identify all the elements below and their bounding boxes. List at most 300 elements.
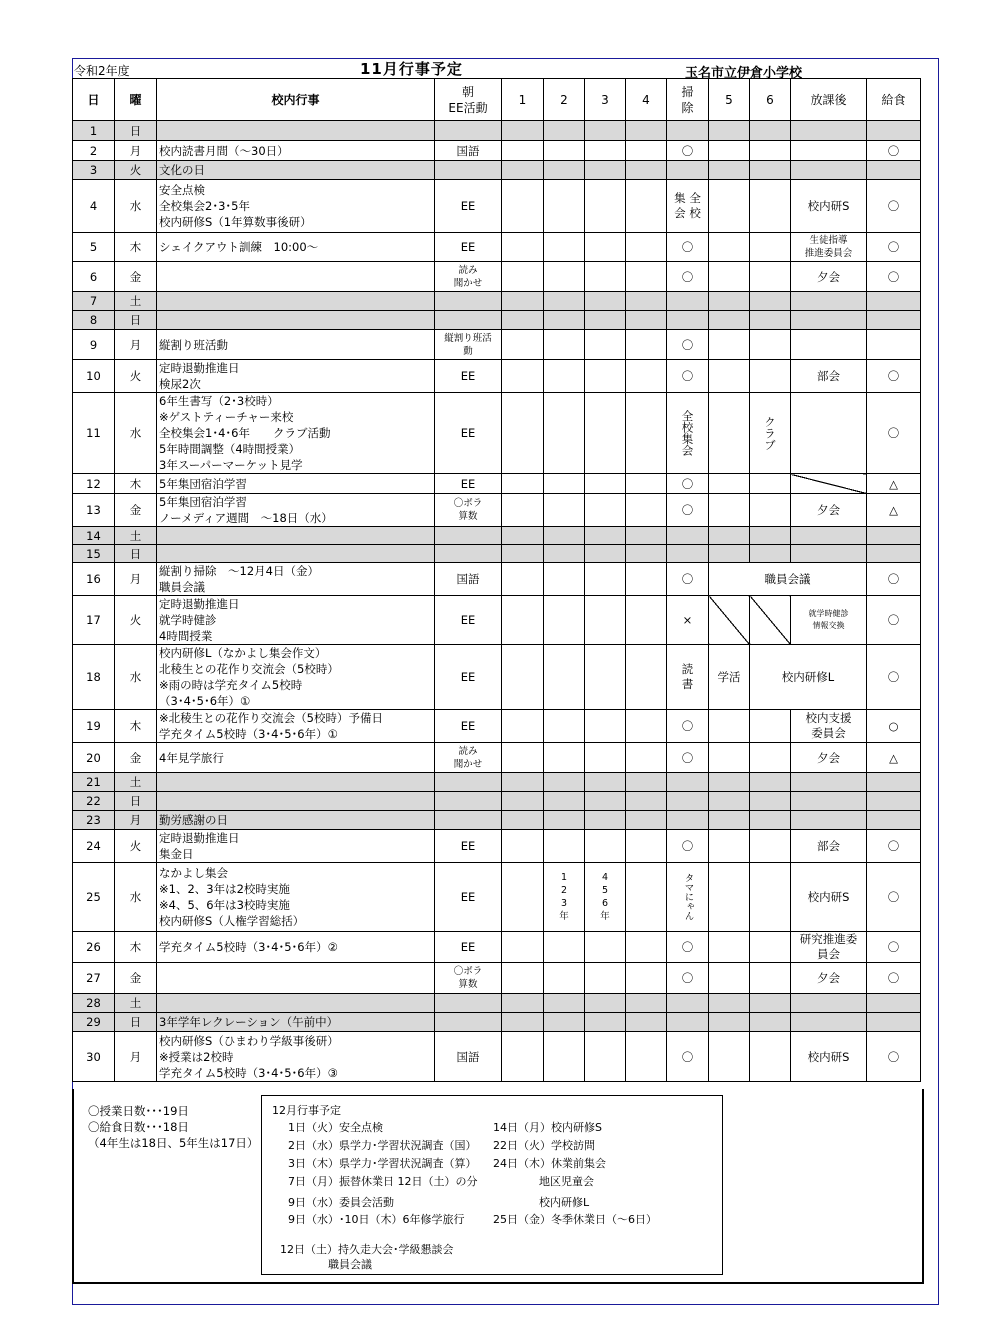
lunch-cell: 〇	[867, 141, 921, 161]
col-morning: 朝 EE活動	[435, 79, 502, 121]
period-5-cell	[709, 863, 750, 932]
period-4-cell	[626, 141, 667, 161]
morning-activity-cell: EE	[435, 710, 502, 743]
period-5-cell	[709, 233, 750, 262]
cleaning-cell: 〇	[667, 141, 709, 161]
dec-left-item: 7日（月）振替休業日 12日（土）の分	[288, 1175, 478, 1188]
period-4-cell	[626, 180, 667, 233]
period-2-cell	[544, 474, 585, 494]
dec-left-item: 9日（水）委員会活動	[288, 1196, 394, 1209]
cleaning-cell: 〇	[667, 710, 709, 743]
table-row	[73, 994, 921, 1013]
period-text-line: 6	[601, 898, 609, 909]
period-4-cell	[626, 963, 667, 994]
cleaning-cell: 〇	[667, 830, 709, 863]
period-3-cell	[585, 474, 626, 494]
period-5-cell	[709, 596, 750, 645]
weekday-cell: 木	[115, 233, 157, 262]
event-line: 3年学年レクレーション（午前中）	[159, 1015, 339, 1029]
cleaning-cell	[667, 393, 709, 474]
event-line: 北稜生との花作り交流会（5校時）	[159, 662, 339, 676]
day-number-cell: 1	[73, 121, 115, 141]
events-cell	[157, 330, 435, 360]
table-row	[73, 474, 921, 494]
after-school-cell: 夕会	[791, 963, 867, 994]
events-cell	[157, 863, 435, 932]
day-number-cell: 30	[73, 1032, 115, 1082]
period-2-cell	[544, 743, 585, 773]
holiday-slash-cell	[709, 161, 750, 180]
table-row	[73, 141, 921, 161]
table-row	[73, 563, 921, 596]
period-5-cell	[709, 330, 750, 360]
holiday-slash-cell	[626, 811, 667, 830]
period-1-cell	[502, 233, 544, 262]
cleaning-cell: 〇	[667, 262, 709, 292]
holiday-slash-cell	[791, 121, 867, 141]
period-4-cell	[626, 360, 667, 393]
dec-right-item: 地区児童会	[539, 1175, 594, 1188]
event-line: 4時間授業	[159, 629, 213, 643]
holiday-slash-cell	[544, 811, 585, 830]
event-line: 5年時間調整（4時間授業）	[159, 442, 301, 456]
cleaning-cell: 〇	[667, 474, 709, 494]
period-4-cell	[626, 863, 667, 932]
event-line: ノーメディア週間 ～18日（水）	[159, 511, 333, 525]
morning-activity-cell: EE	[435, 180, 502, 233]
lunch-cell: △	[867, 474, 921, 494]
period-2-cell	[544, 180, 585, 233]
period-1-cell	[502, 963, 544, 994]
period-6-cell	[750, 180, 791, 233]
period-2-cell	[544, 710, 585, 743]
table-row	[73, 393, 921, 474]
event-line: ※雨の時は学充タイム5校時	[159, 678, 303, 692]
after-school-cell: 校内研S	[791, 180, 867, 233]
period-4-cell	[626, 262, 667, 292]
period-6-cell	[750, 830, 791, 863]
events-cell	[157, 773, 435, 792]
period-2-cell	[544, 141, 585, 161]
weekday-cell: 火	[115, 360, 157, 393]
weekday-cell: 日	[115, 792, 157, 811]
lunch-cell: ○	[867, 710, 921, 743]
period-2-cell	[544, 1032, 585, 1082]
period-3-cell	[585, 743, 626, 773]
period-6-cell	[750, 393, 791, 474]
events-cell	[157, 545, 435, 563]
class-days: 〇授業日数･･･19日	[88, 1104, 189, 1118]
period-1-cell	[502, 645, 544, 710]
event-line: 全校集会2･3･5年	[159, 199, 250, 213]
event-line: 縦割り掃除 ～12月4日（金）	[159, 564, 319, 578]
holiday-slash-cell	[502, 292, 544, 311]
period-4-cell	[626, 743, 667, 773]
holiday-slash-cell	[435, 545, 502, 563]
col-events: 校内行事	[157, 79, 435, 121]
period-4-cell	[626, 330, 667, 360]
period-5-cell	[709, 830, 750, 863]
schedule-table	[72, 78, 921, 1082]
holiday-slash-cell	[709, 792, 750, 811]
period-6-cell	[750, 932, 791, 963]
period-3-cell	[585, 330, 626, 360]
lunch-cell: 〇	[867, 360, 921, 393]
holiday-slash-cell	[750, 773, 791, 792]
table-row	[73, 1032, 921, 1082]
table-row	[73, 233, 921, 262]
morning-activity-line: 縦割り班活	[444, 332, 492, 344]
holiday-slash-cell	[435, 161, 502, 180]
holiday-slash-cell	[791, 311, 867, 330]
holiday-slash-cell	[585, 292, 626, 311]
period-2-cell	[544, 863, 585, 932]
holiday-slash-cell	[709, 994, 750, 1013]
day-number-cell: 9	[73, 330, 115, 360]
col-period-3: 3	[585, 79, 626, 121]
holiday-slash-cell	[435, 292, 502, 311]
period-2-cell	[544, 360, 585, 393]
after-school-line: 就学時健診	[808, 609, 849, 618]
morning-activity-cell: EE	[435, 863, 502, 932]
holiday-slash-cell	[435, 527, 502, 545]
period-4-cell	[626, 710, 667, 743]
day-number-cell: 16	[73, 563, 115, 596]
cleaning-cell	[667, 645, 709, 710]
holiday-slash-cell	[544, 545, 585, 563]
holiday-slash-cell	[626, 1013, 667, 1032]
period-text-line: 5	[601, 885, 609, 896]
holiday-slash-cell	[502, 811, 544, 830]
morning-activity-line: 〇ボラ	[453, 966, 483, 977]
holiday-slash-cell	[502, 121, 544, 141]
event-line: 定時退勤推進日	[159, 831, 240, 845]
holiday-slash-cell	[502, 545, 544, 563]
period-5-cell	[709, 743, 750, 773]
weekday-cell: 土	[115, 773, 157, 792]
events-cell	[157, 311, 435, 330]
period-4-cell	[626, 474, 667, 494]
lunch-cell: 〇	[867, 963, 921, 994]
period-3-cell	[585, 141, 626, 161]
holiday-slash-cell	[585, 1013, 626, 1032]
dec-right-item: 校内研修L	[539, 1196, 590, 1209]
table-row	[73, 494, 921, 527]
holiday-slash-cell	[867, 994, 921, 1013]
weekday-cell: 月	[115, 330, 157, 360]
event-line: 校内研修L（なかよし集会作文）	[159, 646, 327, 660]
period-4-cell	[626, 1032, 667, 1082]
day-summary	[88, 1103, 258, 1151]
period-6-cell	[750, 262, 791, 292]
period-1-cell	[502, 1032, 544, 1082]
day-number-cell: 25	[73, 863, 115, 932]
holiday-slash-cell	[585, 545, 626, 563]
day-number-cell: 11	[73, 393, 115, 474]
morning-activity-cell: EE	[435, 393, 502, 474]
holiday-slash-cell	[502, 161, 544, 180]
holiday-slash-cell	[667, 527, 709, 545]
event-line: 検尿2次	[159, 377, 201, 391]
period-3-cell	[585, 494, 626, 527]
day-number-cell: 20	[73, 743, 115, 773]
day-number-cell: 14	[73, 527, 115, 545]
december-schedule-box	[261, 1095, 723, 1275]
after-school-cell: 部会	[791, 360, 867, 393]
period-4-cell	[626, 563, 667, 596]
event-line: 5年集団宿泊学習	[159, 476, 247, 491]
morning-activity-cell: EE	[435, 474, 502, 494]
dec-right-item: 24日（木）休業前集会	[493, 1157, 606, 1170]
holiday-slash-cell	[667, 161, 709, 180]
holiday-slash-cell	[585, 792, 626, 811]
dec-left-item: 2日（水）県学力･学習状況調査（国）	[288, 1139, 477, 1152]
period-5-cell	[709, 710, 750, 743]
holiday-slash-cell	[626, 292, 667, 311]
period-1-cell	[502, 360, 544, 393]
holiday-slash-cell	[544, 1013, 585, 1032]
events-cell	[157, 994, 435, 1013]
after-school-cell: 夕会	[791, 494, 867, 527]
period-5-cell	[709, 393, 750, 474]
holiday-slash-cell	[544, 792, 585, 811]
day-number-cell: 23	[73, 811, 115, 830]
day-number-cell: 19	[73, 710, 115, 743]
events-cell	[157, 792, 435, 811]
holiday-slash-cell	[791, 161, 867, 180]
morning-activity-cell: EE	[435, 932, 502, 963]
holiday-slash-cell	[502, 773, 544, 792]
cleaning-line: 読	[681, 662, 694, 676]
weekday-cell: 土	[115, 527, 157, 545]
day-number-cell: 3	[73, 161, 115, 180]
cleaning-line: 書	[681, 677, 694, 691]
day-number-cell: 29	[73, 1013, 115, 1032]
lunch-cell: 〇	[867, 262, 921, 292]
holiday-slash-cell	[750, 161, 791, 180]
period-4-cell	[626, 645, 667, 710]
lunch-cell: △	[867, 494, 921, 527]
period-2-cell	[544, 645, 585, 710]
period-2-cell	[544, 963, 585, 994]
lunch-cell: 〇	[867, 233, 921, 262]
day-number-cell: 2	[73, 141, 115, 161]
holiday-slash-cell	[750, 545, 791, 563]
after-school-cell	[791, 932, 867, 963]
event-line: なかよし集会	[159, 866, 228, 880]
event-line: 3年スーパーマーケット見学	[159, 458, 303, 472]
after-school-cell: 夕会	[791, 262, 867, 292]
cleaning-line: 集 全	[674, 191, 701, 205]
day-number-cell: 22	[73, 792, 115, 811]
period-5-cell	[709, 494, 750, 527]
holiday-slash-cell	[791, 811, 867, 830]
holiday-slash-cell	[502, 792, 544, 811]
col-period-4: 4	[626, 79, 667, 121]
holiday-slash-cell	[626, 545, 667, 563]
period-5-cell	[709, 932, 750, 963]
dec-right-item: 25日（金）冬季休業日（～6日）	[493, 1213, 657, 1226]
holiday-slash-cell	[585, 811, 626, 830]
event-line: （3･4･5･6年）①	[159, 694, 251, 708]
after-school-line: 委員会	[811, 726, 846, 740]
after-school-cell	[791, 141, 867, 161]
period-3-cell	[585, 360, 626, 393]
events-cell	[157, 963, 435, 994]
holiday-slash-cell	[626, 121, 667, 141]
period-1-cell	[502, 180, 544, 233]
event-line: 縦割り班活動	[159, 337, 228, 352]
weekday-cell: 日	[115, 1013, 157, 1032]
holiday-slash-cell	[791, 994, 867, 1013]
day-number-cell: 24	[73, 830, 115, 863]
weekday-cell: 日	[115, 545, 157, 563]
table-row	[73, 863, 921, 932]
holiday-slash-cell	[750, 292, 791, 311]
weekday-cell: 月	[115, 563, 157, 596]
holiday-slash-cell	[791, 792, 867, 811]
period-1-cell	[502, 863, 544, 932]
period-6-cell	[750, 743, 791, 773]
events-cell	[157, 1013, 435, 1032]
holiday-slash-cell	[544, 292, 585, 311]
event-line: 定時退勤推進日	[159, 597, 240, 611]
holiday-slash-cell	[750, 994, 791, 1013]
period-3-cell	[585, 596, 626, 645]
lunch-cell: 〇	[867, 180, 921, 233]
holiday-slash-cell	[626, 527, 667, 545]
holiday-slash-cell	[544, 994, 585, 1013]
weekday-cell: 土	[115, 292, 157, 311]
after-school-line: 推進委員会	[804, 248, 853, 259]
period-4-cell	[626, 596, 667, 645]
holiday-slash-cell	[667, 311, 709, 330]
col-day: 日	[73, 79, 115, 121]
day-number-cell: 12	[73, 474, 115, 494]
holiday-slash-cell	[709, 527, 750, 545]
event-line: 校内研修S（人権学習総括）	[159, 914, 305, 928]
period-text-line: 年	[600, 911, 610, 922]
table-row	[73, 596, 921, 645]
morning-activity-line: 算数	[458, 511, 478, 522]
period-2-cell	[544, 596, 585, 645]
period-6-cell	[750, 963, 791, 994]
period-2-cell	[544, 932, 585, 963]
col-period-1: 1	[502, 79, 544, 121]
day-number-cell: 15	[73, 545, 115, 563]
holiday-slash-cell	[709, 1013, 750, 1032]
table-row	[73, 311, 921, 330]
day-number-cell: 21	[73, 773, 115, 792]
period-3-cell	[585, 710, 626, 743]
period-1-cell	[502, 596, 544, 645]
period-2-cell	[544, 830, 585, 863]
morning-activity-cell: 国語	[435, 563, 502, 596]
event-line: シェイクアウト訓練 10:00～	[159, 240, 319, 254]
after-school-merged-cell: 職員会議	[709, 563, 867, 596]
dec-left-item: 3日（木）県学力･学習状況調査（算）	[288, 1157, 477, 1170]
weekday-cell: 土	[115, 994, 157, 1013]
holiday-slash-cell	[709, 311, 750, 330]
lunch-cell: 〇	[867, 1032, 921, 1082]
day-number-cell: 10	[73, 360, 115, 393]
col-period-6: 6	[750, 79, 791, 121]
after-school-line: 校内支援	[805, 711, 852, 725]
event-line: 学充タイム5校時（3･4･5･6年）②	[159, 940, 338, 954]
holiday-slash-cell	[626, 773, 667, 792]
events-cell	[157, 360, 435, 393]
event-line: 集金日	[159, 847, 194, 861]
events-cell	[157, 710, 435, 743]
period-3-cell	[585, 830, 626, 863]
event-line: ※北稜生との花作り交流会（5校時）予備日	[159, 711, 383, 725]
table-row	[73, 262, 921, 292]
period-text-line: 年	[559, 911, 569, 922]
after-school-line: 研究推進委	[799, 932, 858, 946]
col-period-2: 2	[544, 79, 585, 121]
lunch-cell: 〇	[867, 830, 921, 863]
event-line: 職員会議	[159, 580, 205, 594]
event-line: ※1、2、3年は2校時実施	[159, 882, 290, 896]
events-cell	[157, 161, 435, 180]
morning-activity-line: 〇ボラ	[453, 498, 483, 509]
period-2-cell	[544, 262, 585, 292]
header-row	[73, 79, 921, 121]
event-line: 就学時健診	[159, 613, 217, 627]
after-school-cell: 夕会	[791, 743, 867, 773]
holiday-slash-cell	[585, 121, 626, 141]
period-1-cell	[502, 330, 544, 360]
period-1-cell	[502, 141, 544, 161]
day-number-cell: 27	[73, 963, 115, 994]
holiday-slash-cell	[667, 292, 709, 311]
holiday-slash-cell	[867, 545, 921, 563]
period-1-cell	[502, 494, 544, 527]
lunch-cell: 〇	[867, 645, 921, 710]
period-text-line: 2	[560, 885, 568, 896]
events-cell	[157, 180, 435, 233]
period-5-cell	[709, 180, 750, 233]
morning-activity-cell: EE	[435, 233, 502, 262]
holiday-slash-cell	[585, 161, 626, 180]
period-6-cell	[750, 494, 791, 527]
cleaning-cell	[667, 180, 709, 233]
weekday-cell: 火	[115, 161, 157, 180]
after-school-cell: 校内研S	[791, 1032, 867, 1082]
holiday-slash-cell	[709, 811, 750, 830]
event-line: 学充タイム5校時（3･4･5･6年）③	[159, 1065, 338, 1080]
holiday-slash-cell	[626, 161, 667, 180]
table-row	[73, 161, 921, 180]
morning-activity-line: 聞かせ	[453, 758, 483, 770]
holiday-slash-cell	[791, 1013, 867, 1032]
morning-activity-cell: 国語	[435, 141, 502, 161]
cleaning-cell: 〇	[667, 743, 709, 773]
col-lunch: 給食	[867, 79, 921, 121]
period-5-cell	[709, 1032, 750, 1082]
weekday-cell: 月	[115, 141, 157, 161]
event-line: 勤労感謝の日	[159, 813, 228, 827]
period-3-cell	[585, 1032, 626, 1082]
holiday-slash-cell	[667, 811, 709, 830]
weekday-cell: 火	[115, 830, 157, 863]
morning-activity-cell: EE	[435, 596, 502, 645]
period-6-cell	[750, 863, 791, 932]
day-number-cell: 8	[73, 311, 115, 330]
after-school-cell	[791, 393, 867, 474]
holiday-slash-cell	[502, 994, 544, 1013]
day-number-cell: 18	[73, 645, 115, 710]
